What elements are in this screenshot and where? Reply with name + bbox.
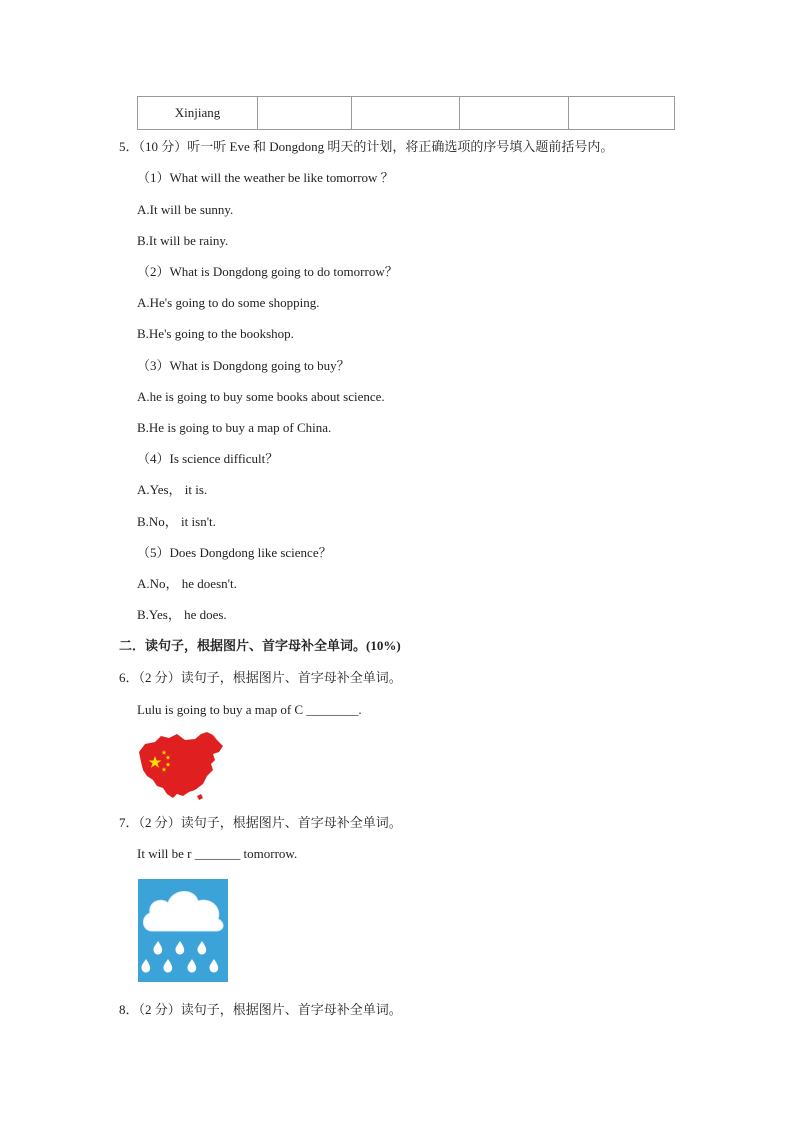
rain-image — [138, 879, 228, 982]
china-map-icon — [137, 730, 225, 800]
question-7-sentence: It will be r _______ tomorrow. — [137, 846, 298, 861]
question-5-heading: 5．（10 分）听一听 Eve 和 Dongdong 明天的计划，将正确选项的序号填入题前括号内。 — [119, 139, 614, 154]
question-6-sentence: Lulu is going to buy a map of C ________. — [137, 702, 362, 717]
option-b: B.Yes， he does. — [137, 607, 227, 622]
option-b: B.No， it isn't. — [137, 514, 216, 529]
question-8-heading: 8．（2 分）读句子，根据图片、首字母补全单词。 — [119, 1002, 402, 1017]
province-table-row — [137, 96, 675, 130]
option-a: A.Yes， it is. — [137, 482, 208, 497]
option-b: B.He is going to buy a map of China. — [137, 420, 332, 435]
option-a: A.It will be sunny. — [137, 202, 234, 217]
question-5-1: （1）What will the weather be like tomorrow ？ — [137, 170, 394, 185]
question-5-5: （5）Does Dongdong like science？ — [137, 545, 332, 560]
question-5-4: （4）Is science difficult？ — [137, 451, 279, 466]
question-6-heading: 6．（2 分）读句子，根据图片、首字母补全单词。 — [119, 670, 402, 685]
table-cell-empty — [569, 97, 674, 129]
table-cell-empty — [258, 97, 352, 129]
option-a: A.he is going to buy some books about science. — [137, 389, 385, 404]
question-5-2: （2）What is Dongdong going to do tomorrow？ — [137, 264, 398, 279]
section-2-title: 二．读句子，根据图片、首字母补全单词。(10%) — [119, 638, 401, 653]
option-a: A.No， he doesn't. — [137, 576, 237, 591]
option-b: B.He's going to the bookshop. — [137, 326, 294, 341]
table-cell-province: Xinjiang — [138, 97, 258, 129]
china-map-image — [137, 730, 225, 800]
table-cell-empty — [352, 97, 460, 129]
option-b: B.It will be rainy. — [137, 233, 229, 248]
table-cell-empty — [460, 97, 569, 129]
question-5-3: （3）What is Dongdong going to buy？ — [137, 358, 350, 373]
question-7-heading: 7．（2 分）读句子，根据图片、首字母补全单词。 — [119, 815, 402, 830]
rain-cloud-icon — [138, 879, 228, 982]
option-a: A.He's going to do some shopping. — [137, 295, 320, 310]
